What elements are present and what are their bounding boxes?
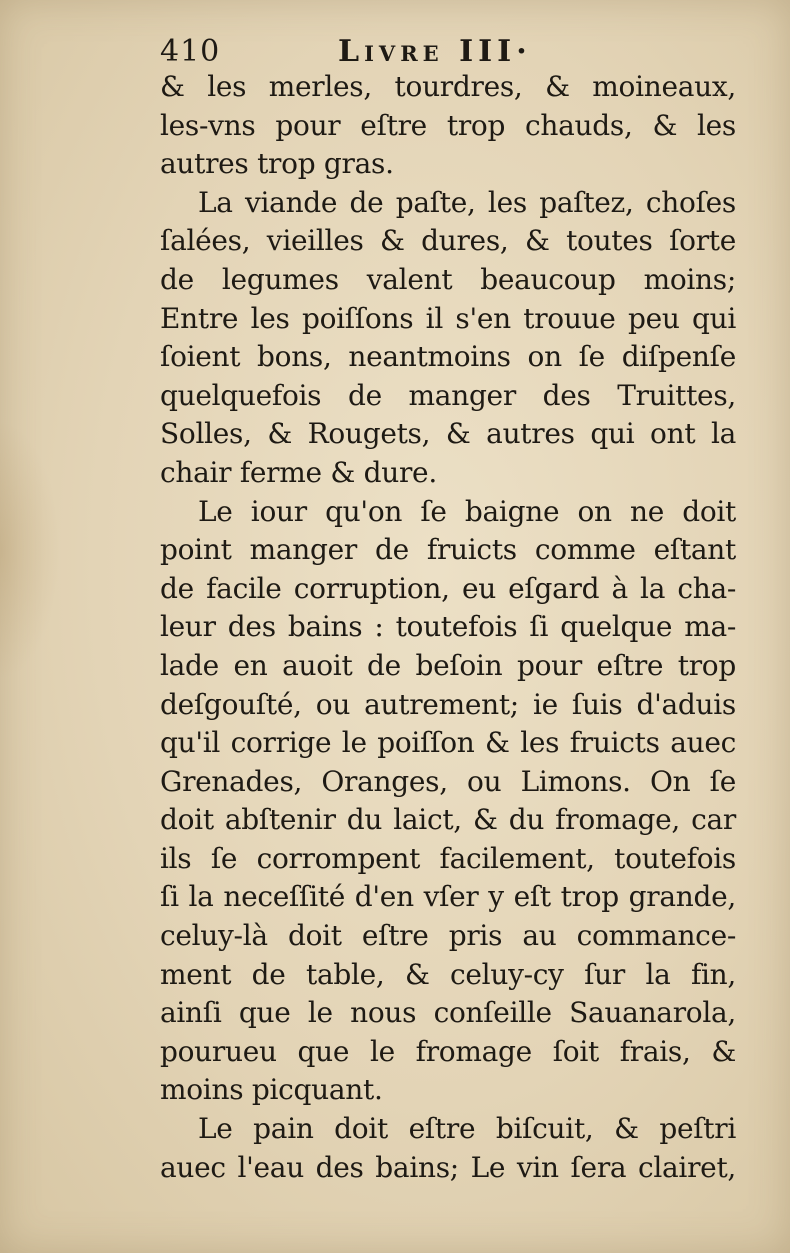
- text-line: les-vns pour eſtre trop chauds, & les: [160, 108, 736, 142]
- text-line: Solles, & Rougets, & autres qui ont la: [160, 417, 736, 451]
- paper-stain: [0, 420, 60, 680]
- text-line: de legumes valent beaucoup moins;: [160, 262, 736, 296]
- text-line: deſgouſté, ou autrement; ie ſuis d'aduis: [160, 687, 736, 721]
- body-text: [160, 68, 736, 1187]
- text-line: chair ferme & dure.: [160, 455, 437, 489]
- text-line: celuy-là doit eſtre pris au commance-: [160, 919, 736, 953]
- text-line: Grenades, Oranges, ou Limons. On ſe: [160, 764, 736, 798]
- text-line: ſoient bons, neantmoins on ſe diſpenſe: [160, 340, 736, 374]
- text-line: lade en auoit de beſoin pour eſtre trop: [160, 648, 736, 682]
- text-line: ſalées, vieilles & dures, & toutes ſorte: [160, 224, 736, 258]
- text-line: leur des bains : toutefois ſi quelque ma-: [160, 610, 736, 644]
- text-line: point manger de fruicts comme eſtant: [160, 533, 736, 567]
- text-line: autres trop gras.: [160, 147, 394, 181]
- text-line: moins picquant.: [160, 1073, 383, 1107]
- text-line: pourueu que le fromage ſoit frais, &: [160, 1034, 736, 1068]
- page-number: 410: [160, 34, 221, 69]
- text-line: Le iour qu'on ſe baigne on ne doit: [198, 494, 736, 528]
- text-line: & les merles, tourdres, & moineaux,: [160, 70, 736, 103]
- text-line: de facile corruption, eu eſgard à la cha-: [160, 571, 736, 605]
- text-line: ils ſe corrompent facilement, toutefois: [160, 841, 736, 875]
- text-line: ainſi que le nous conſeille Sauanarola,: [160, 996, 736, 1030]
- text-line: Entre les poiſſons il s'en trouue peu qui: [160, 301, 736, 335]
- text-line: La viande de paſte, les paſtez, choſes: [198, 185, 736, 219]
- text-line: Le pain doit eſtre biſcuit, & peſtri: [198, 1112, 736, 1146]
- running-head: Livre III·: [338, 34, 532, 69]
- text-line: doit abſtenir du laict, & du fromage, car: [160, 803, 736, 837]
- text-line: quelquefois de manger des Truittes,: [160, 378, 736, 412]
- text-line: auec l'eau des bains; Le vin ſera clairet,: [160, 1150, 736, 1184]
- text-line: ſi la neceſſité d'en vſer y eſt trop grande,: [160, 880, 736, 914]
- text-line: qu'il corrige le poiſſon & les fruicts auec: [160, 726, 736, 760]
- text-line: ment de table, & celuy-cy ſur la fin,: [160, 957, 736, 991]
